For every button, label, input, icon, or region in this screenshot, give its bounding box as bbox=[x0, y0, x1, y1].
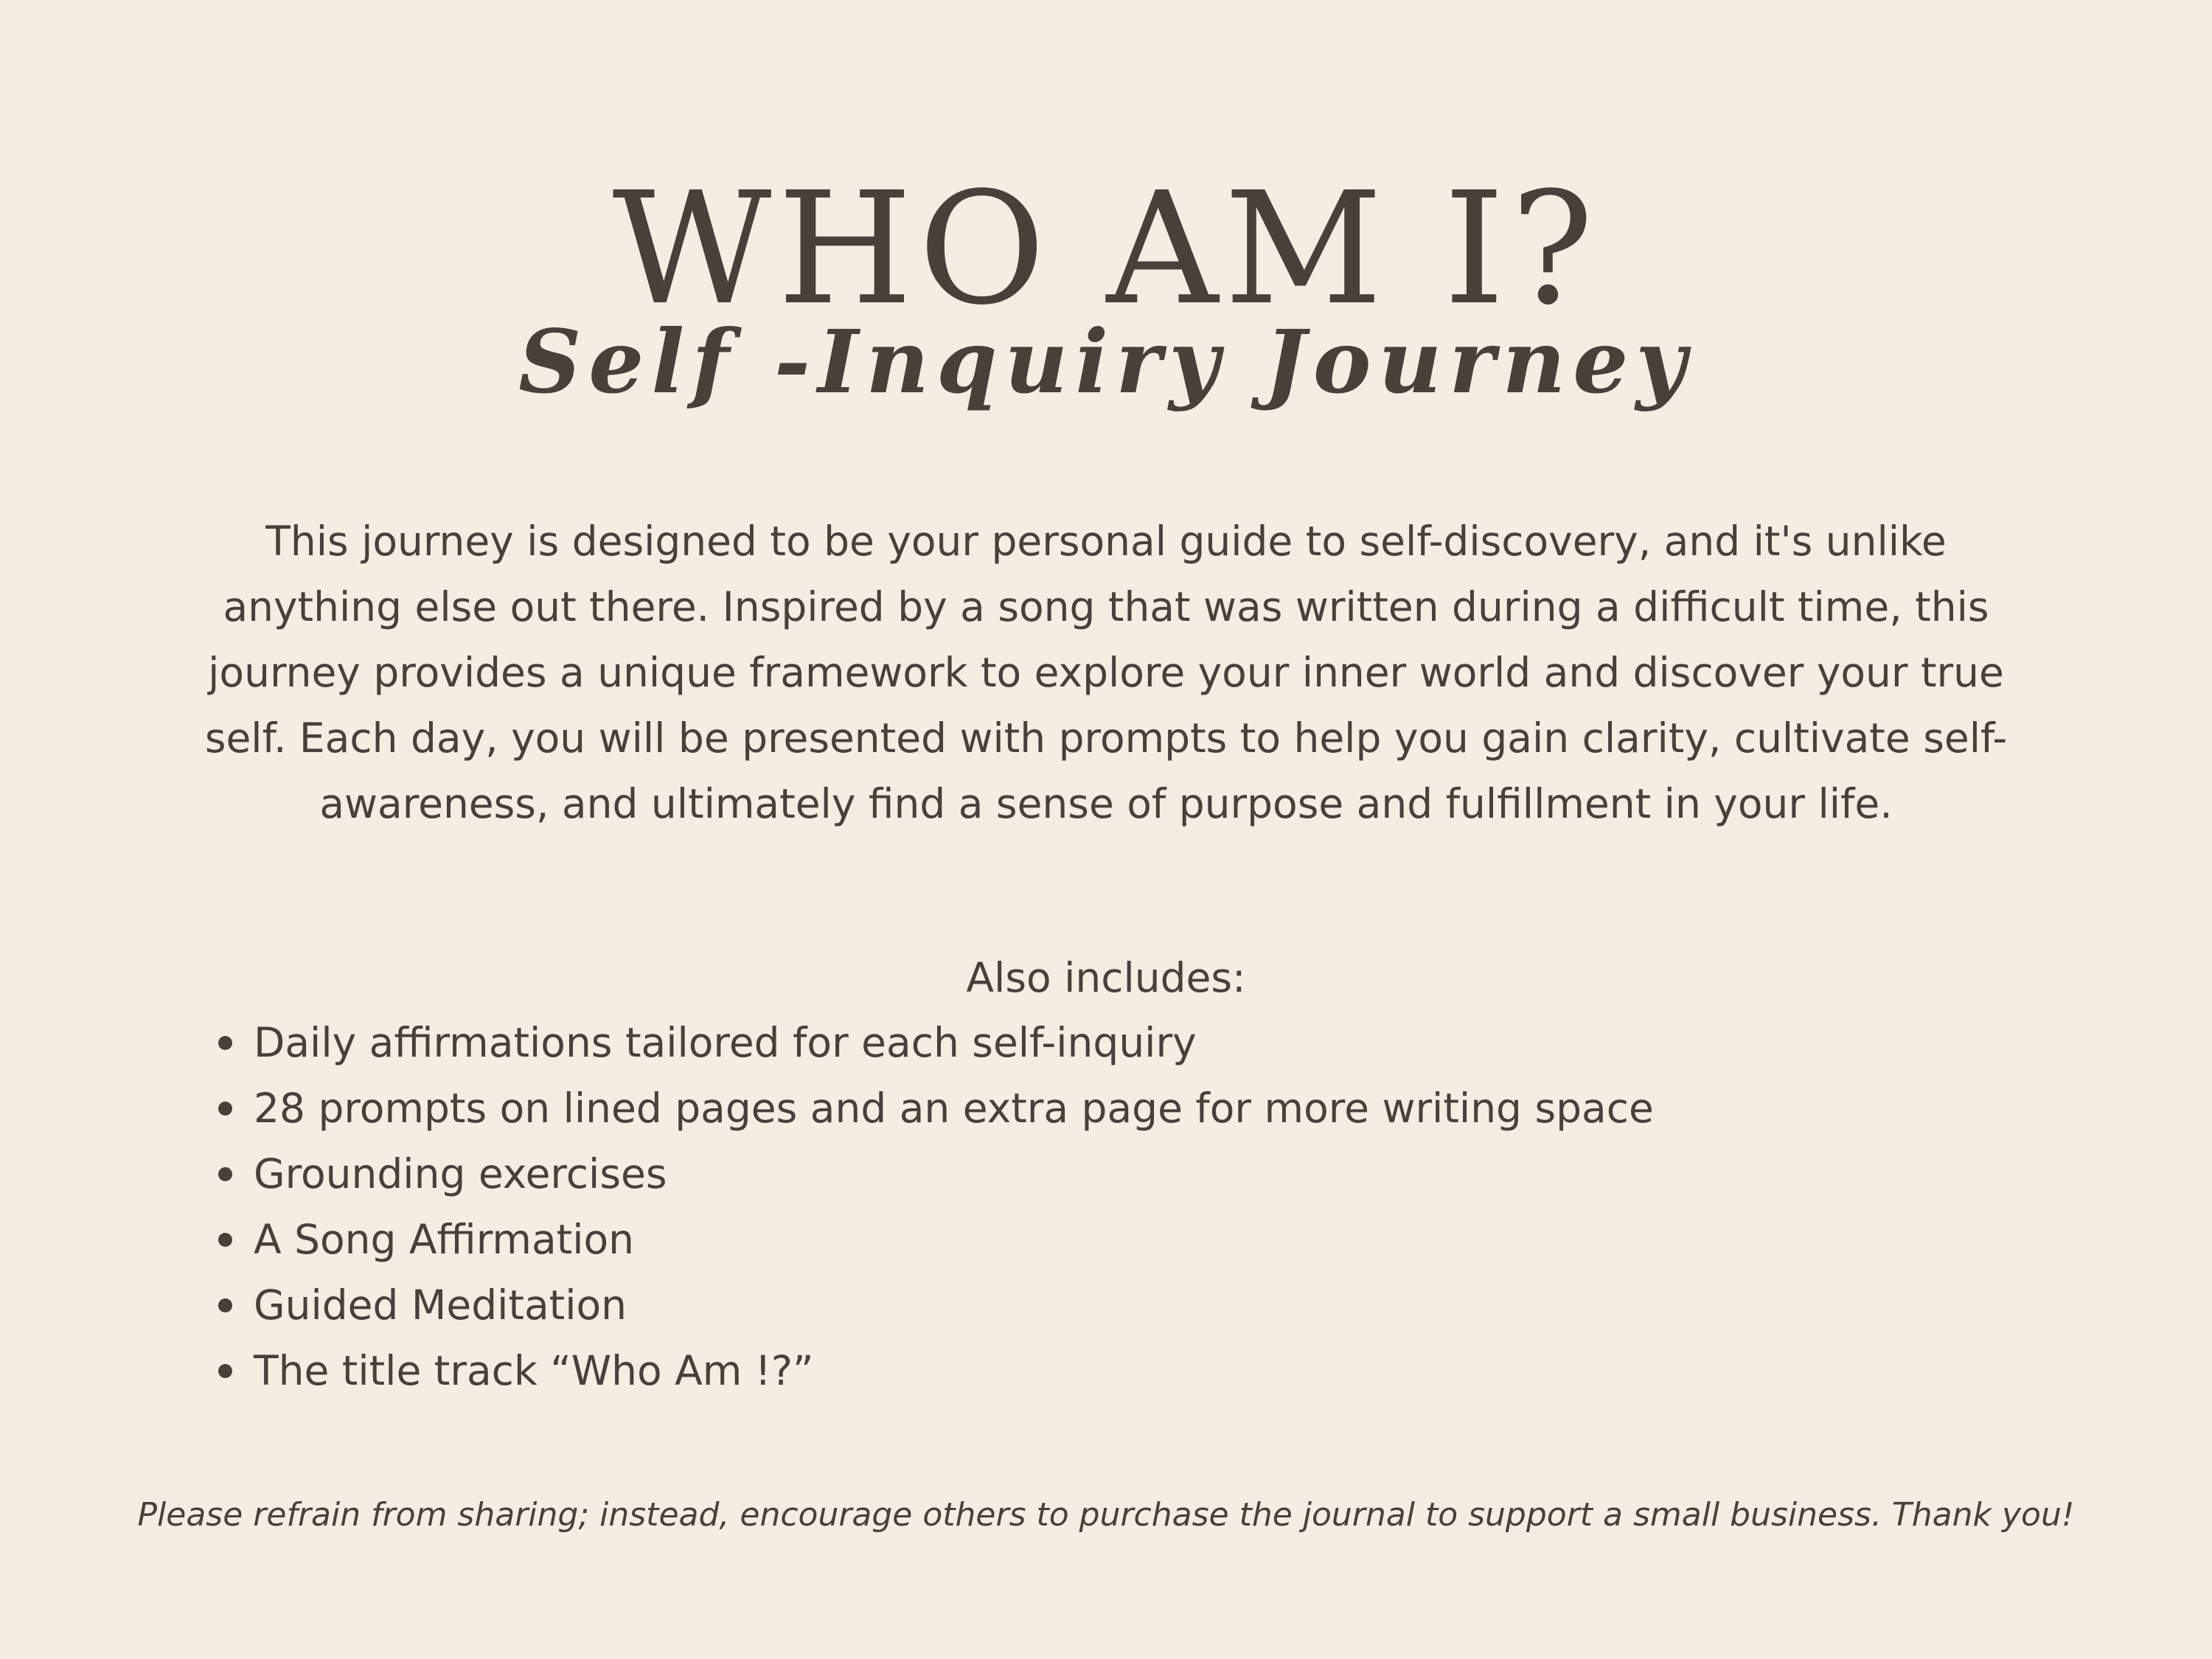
sharing-note: Please refrain from sharing; instead, encourage others to purchase the journal to support a small business. Thank you! bbox=[137, 1496, 2075, 1534]
bullet-icon bbox=[218, 1167, 232, 1181]
intro-paragraph: This journey is designed to be your personal guide to self-discovery, and it's unlike anything else out there. Inspired by a song that was written during a difficult time, this journey provides a unique framework to explore your inner world and discover your true self. Each day, you will be presented with prompts to help you gain clarity, cultivate self-awareness, and ultimately find a sense of purpose and fulfillment in your life. bbox=[204, 518, 2008, 827]
list-item-text: A Song Affirmation bbox=[254, 1216, 635, 1263]
list-item bbox=[214, 1207, 1654, 1273]
list-item bbox=[214, 1141, 1654, 1207]
list-item bbox=[214, 1273, 1654, 1338]
includes-list bbox=[214, 1010, 1654, 1404]
list-item-text: The title track “Who Am !?” bbox=[254, 1347, 814, 1394]
bullet-icon bbox=[218, 1364, 232, 1378]
bullet-icon bbox=[218, 1102, 232, 1116]
list-item-text: Grounding exercises bbox=[254, 1150, 667, 1197]
bullet-icon bbox=[218, 1233, 232, 1247]
list-item-text: 28 prompts on lined pages and an extra page for more writing space bbox=[254, 1085, 1654, 1132]
includes-heading: Also includes: bbox=[966, 954, 1246, 1001]
list-item bbox=[214, 1076, 1654, 1141]
list-item bbox=[214, 1338, 1654, 1404]
list-item bbox=[214, 1010, 1654, 1076]
list-item-text: Guided Meditation bbox=[254, 1281, 627, 1329]
page-title: WHO AM I? bbox=[612, 159, 1600, 339]
bullet-icon bbox=[218, 1036, 232, 1050]
list-item-text: Daily affirmations tailored for each self-inquiry bbox=[254, 1019, 1197, 1066]
page-subtitle: Self -Inquiry Journey bbox=[518, 310, 1694, 413]
bullet-icon bbox=[218, 1298, 232, 1312]
